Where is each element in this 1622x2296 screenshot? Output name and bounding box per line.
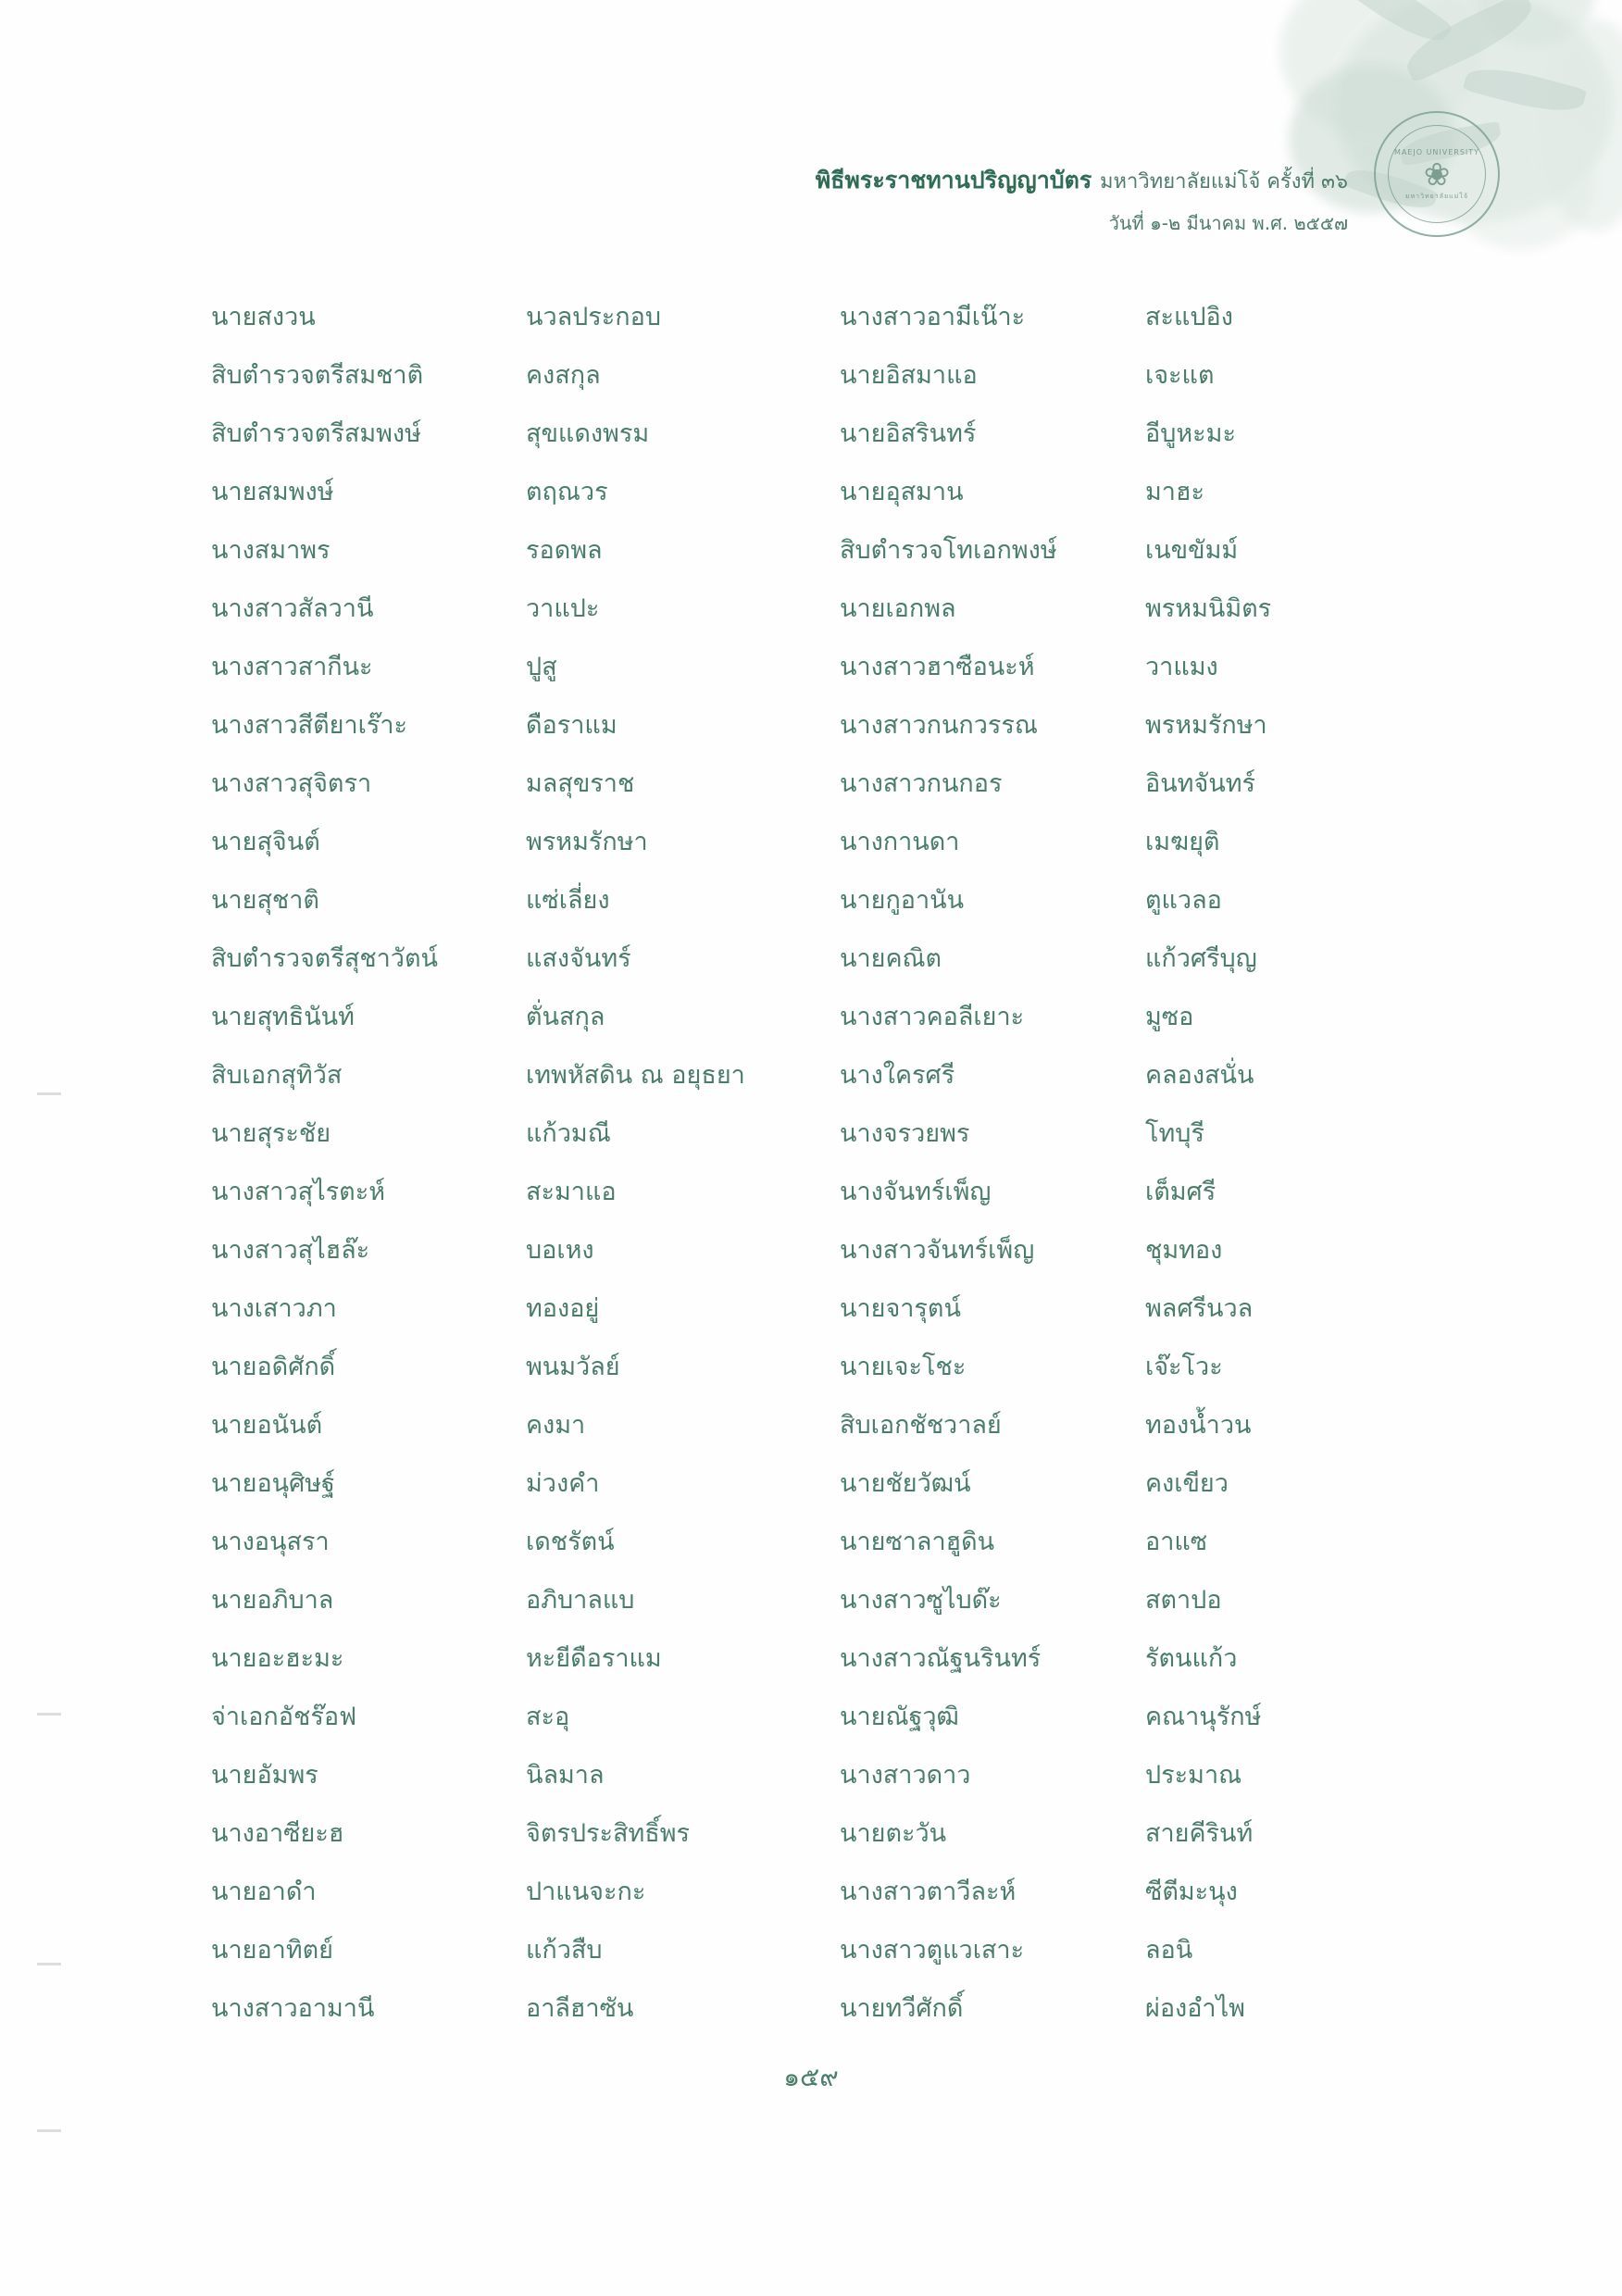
name-row [211, 1579, 786, 1638]
name-last: ทองอยู่ [526, 1294, 600, 1323]
name-first: นายอาทิตย์ [211, 1936, 333, 1965]
name-row [840, 1521, 1415, 1579]
name-last: แซ่เลี่ยง [526, 886, 610, 915]
name-row [840, 1054, 1415, 1113]
name-row [211, 1754, 786, 1813]
name-first: สิบเอกชัชวาลย์ [840, 1411, 1002, 1440]
name-last: อภิบาลแบ [526, 1586, 635, 1615]
name-row [211, 821, 786, 880]
name-first: นายอิสรินทร์ [840, 419, 977, 448]
name-first: นายเอกพล [840, 594, 956, 623]
name-last: อินทจันทร์ [1145, 769, 1256, 798]
name-last: สะอุ [526, 1703, 570, 1731]
name-first: นางอาซียะฮ [211, 1819, 344, 1848]
name-first: นายอดิศักดิ์ [211, 1353, 336, 1381]
name-last: เนขขัมม์ [1145, 536, 1239, 565]
name-row [840, 996, 1415, 1054]
name-last: ดือราแม [526, 711, 618, 740]
name-first: นายสุทธินันท์ [211, 1003, 355, 1031]
name-first: นางสาวคอลีเยาะ [840, 1003, 1025, 1031]
name-row [840, 1288, 1415, 1346]
name-last: สะมาแอ [526, 1178, 617, 1206]
name-row [211, 355, 786, 413]
name-last: ตูแวลอ [1145, 886, 1222, 915]
scan-edge-mark [37, 1963, 61, 1965]
name-last: พนมวัลย์ [526, 1353, 620, 1381]
name-first: นางสาวสุไฮล๊ะ [211, 1236, 370, 1265]
name-last: ตฤณวร [526, 478, 608, 506]
page-title [816, 162, 1348, 199]
name-last: ลอนิ [1145, 1936, 1193, 1965]
name-first: นายอัมพร [211, 1761, 318, 1790]
name-row [211, 1696, 786, 1754]
name-last: โทบุรี [1145, 1119, 1204, 1148]
name-row [211, 1871, 786, 1929]
name-last: สายคีรินท์ [1145, 1819, 1254, 1848]
name-row [840, 763, 1415, 821]
name-last: พลศรีนวล [1145, 1294, 1254, 1323]
name-row [211, 996, 786, 1054]
name-last: พรหมรักษา [1145, 711, 1267, 740]
name-last: คณานุรักษ์ [1145, 1703, 1262, 1731]
name-row [840, 1871, 1415, 1929]
name-row [840, 1754, 1415, 1813]
name-first: สิบตำรวจตรีสุชาวัตน์ [211, 944, 438, 973]
name-row [840, 1638, 1415, 1696]
name-first: นางสาวตาวีละห์ [840, 1878, 1017, 1906]
name-row [211, 471, 786, 530]
name-first: นายสุระชัย [211, 1119, 331, 1148]
name-first: นายซาลาฮูดิน [840, 1528, 995, 1556]
scan-edge-mark [37, 1092, 61, 1095]
name-first: นางสมาพร [211, 536, 331, 565]
name-last: ทองน้ำวน [1145, 1411, 1252, 1440]
name-first: นางสาวสุจิตรา [211, 769, 372, 798]
name-row [840, 1579, 1415, 1638]
name-first: นายตะวัน [840, 1819, 947, 1848]
name-first: นายกูอานัน [840, 886, 965, 915]
name-first: นายอุสมาน [840, 478, 964, 506]
name-first: นายอภิบาล [211, 1586, 334, 1615]
name-last: คงมา [526, 1411, 586, 1440]
seal-bottom-text: มหาวิทยาลัยแม่โจ้ [1404, 192, 1469, 200]
name-first: สิบตำรวจโทเอกพงษ์ [840, 536, 1057, 565]
name-first: นายสุชาติ [211, 886, 319, 915]
name-row [840, 1463, 1415, 1521]
name-last: สะแปอิง [1145, 303, 1233, 331]
name-first: นางสาวณัฐนรินทร์ [840, 1644, 1042, 1673]
name-last: มูซอ [1145, 1003, 1194, 1031]
name-row [840, 938, 1415, 996]
name-last: ชุมทอง [1145, 1236, 1223, 1265]
name-row [840, 1988, 1415, 2046]
name-last: คงสกุล [526, 361, 601, 390]
name-last: ม่วงคำ [526, 1469, 600, 1498]
name-last: แก้วสืบ [526, 1936, 603, 1965]
name-first: นายอนุศิษฐ์ [211, 1469, 335, 1498]
name-last: อาแซ [1145, 1528, 1208, 1556]
name-last: แก้วศรีบุญ [1145, 944, 1257, 973]
scan-edge-mark [37, 1713, 61, 1716]
name-row [840, 705, 1415, 763]
name-row [840, 1171, 1415, 1229]
name-list [211, 296, 1415, 2046]
university-seal-icon [1374, 111, 1500, 237]
name-row [840, 530, 1415, 588]
name-first: นางอนุสรา [211, 1528, 330, 1556]
name-first: นางสาวกนกวรรณ [840, 711, 1038, 740]
name-row [211, 1521, 786, 1579]
name-row [211, 705, 786, 763]
page-number: ๑๕๙ [783, 2062, 839, 2092]
name-last: อาลีฮาซัน [526, 1994, 634, 2023]
name-last: นิลมาล [526, 1761, 605, 1790]
name-last: อีบูหะมะ [1145, 419, 1236, 448]
name-first: นางสาวดาว [840, 1761, 971, 1790]
name-last: ปูสู [526, 653, 557, 681]
name-row [840, 588, 1415, 646]
page-title-sub: มหาวิทยาลัยแม่โจ้ ครั้งที่ ๓๖ [1100, 170, 1348, 193]
name-first: นางสาวสัลวานี [211, 594, 374, 623]
name-first: นางจันทร์เพ็ญ [840, 1178, 992, 1206]
page-subtitle-date: วันที่ ๑-๒ มีนาคม พ.ศ. ๒๕๕๗ [1108, 212, 1348, 234]
name-last: หะยีดือราแม [526, 1644, 662, 1673]
name-last: ประมาณ [1145, 1761, 1242, 1790]
name-row [840, 1346, 1415, 1404]
name-row [211, 588, 786, 646]
name-row [840, 1929, 1415, 1988]
name-first: นางสาวซูไบด๊ะ [840, 1586, 1002, 1615]
name-row [211, 1288, 786, 1346]
name-row [840, 355, 1415, 413]
name-row [211, 1229, 786, 1288]
name-last: นวลประกอบ [526, 303, 662, 331]
name-last: มาฮะ [1145, 478, 1204, 506]
name-first: นางจรวยพร [840, 1119, 970, 1148]
name-first: นางเสาวภา [211, 1294, 337, 1323]
name-row [211, 1929, 786, 1988]
name-first: นางสาวจันทร์เพ็ญ [840, 1236, 1035, 1265]
name-last: จิตรประสิทธิ์พร [526, 1819, 691, 1848]
name-first: นายสุจินต์ [211, 828, 320, 856]
name-first: นายอนันต์ [211, 1411, 323, 1440]
name-row [211, 938, 786, 996]
name-row [211, 1113, 786, 1171]
name-first: นางสาวฮาซือนะห์ [840, 653, 1035, 681]
name-first: จ่าเอกอัชร๊อฟ [211, 1703, 357, 1731]
name-last: วาแปะ [526, 594, 600, 623]
name-row [840, 646, 1415, 705]
name-row [840, 413, 1415, 471]
name-first: นายเจะโชะ [840, 1353, 967, 1381]
name-last: คงเขียว [1145, 1469, 1229, 1498]
name-last: เต็มศรี [1145, 1178, 1216, 1206]
name-first: นายสงวน [211, 303, 316, 331]
name-row [211, 530, 786, 588]
name-last: วาแมง [1145, 653, 1218, 681]
name-last: พรหมนิมิตร [1145, 594, 1272, 623]
name-row [211, 763, 786, 821]
name-first: นายคณิต [840, 944, 942, 973]
name-last: สตาปอ [1145, 1586, 1222, 1615]
name-row [211, 1171, 786, 1229]
name-first: นางสาวสุไรตะห์ [211, 1178, 385, 1206]
page-header [816, 162, 1348, 238]
scan-edge-mark [37, 2129, 61, 2132]
name-row [211, 1404, 786, 1463]
name-row [211, 1813, 786, 1871]
name-first: นางสาวอามานี [211, 1994, 375, 2023]
name-row [840, 821, 1415, 880]
name-first: นางใครศรี [840, 1061, 955, 1090]
name-row [840, 296, 1415, 355]
name-row [840, 1696, 1415, 1754]
name-last: แสงจันทร์ [526, 944, 631, 973]
name-row [211, 1054, 786, 1113]
name-row [840, 1404, 1415, 1463]
name-row [840, 471, 1415, 530]
name-first: นางกานดา [840, 828, 960, 856]
name-last: พรหมรักษา [526, 828, 648, 856]
page-title-main: พิธีพระราชทานปริญญาบัตร [815, 167, 1092, 193]
name-first: นางสาวสีตียาเร๊าะ [211, 711, 407, 740]
name-last: แก้วมณี [526, 1119, 611, 1148]
name-first: สิบตำรวจตรีสมชาติ [211, 361, 424, 390]
name-first: นางสาวสากีนะ [211, 653, 373, 681]
name-first: นางสาวกนกอร [840, 769, 1003, 798]
name-first: นายสมพงษ์ [211, 478, 334, 506]
name-last: เดชรัตน์ [526, 1528, 615, 1556]
name-first: นางสาวตูแวเสาะ [840, 1936, 1025, 1965]
name-row [211, 1988, 786, 2046]
name-row [211, 1638, 786, 1696]
name-row [840, 880, 1415, 938]
name-row [840, 1229, 1415, 1288]
name-first: สิบตำรวจตรีสมพงษ์ [211, 419, 421, 448]
name-last: เมฆยุติ [1145, 828, 1220, 856]
name-last: คลองสนั่น [1145, 1061, 1254, 1090]
name-row [840, 1113, 1415, 1171]
name-last: รอดพล [526, 536, 603, 565]
name-first: นางสาวอามีเน๊าะ [840, 303, 1026, 331]
name-last: บอเหง [526, 1236, 594, 1265]
name-column-right [840, 296, 1415, 2046]
name-last: เจะแต [1145, 361, 1215, 390]
name-column-left [211, 296, 786, 2046]
name-last: ซีตีมะนุง [1145, 1878, 1238, 1906]
name-first: นายอิสมาแอ [840, 361, 978, 390]
name-first: นายจารุตน์ [840, 1294, 961, 1323]
seal-top-text: MAEJO UNIVERSITY [1393, 147, 1480, 156]
name-first: นายอาดำ [211, 1878, 317, 1906]
name-last: สุขแดงพรม [526, 419, 650, 448]
name-row [211, 880, 786, 938]
name-row [211, 1463, 786, 1521]
name-first: นายชัยวัฒน์ [840, 1469, 971, 1498]
name-last: ผ่องอำไพ [1145, 1994, 1245, 2023]
name-last: ปาแนจะกะ [526, 1878, 646, 1906]
name-first: สิบเอกสุทิวัส [211, 1061, 343, 1090]
name-last: เทพหัสดิน ณ อยุธยา [526, 1061, 745, 1090]
name-first: นายทวีศักดิ์ [840, 1994, 964, 2023]
name-last: ตั่นสกุล [526, 1003, 605, 1031]
name-first: นายณัฐวุฒิ [840, 1703, 959, 1731]
name-row [211, 646, 786, 705]
name-first: นายอะฮะมะ [211, 1644, 344, 1673]
name-row [211, 296, 786, 355]
name-last: เจ๊ะโวะ [1145, 1353, 1223, 1381]
name-row [211, 413, 786, 471]
name-last: มลสุขราช [526, 769, 635, 798]
name-row [840, 1813, 1415, 1871]
seal-glyph-icon: ❀ [1423, 156, 1451, 193]
name-last: รัตนแก้ว [1145, 1644, 1238, 1673]
name-row [211, 1346, 786, 1404]
